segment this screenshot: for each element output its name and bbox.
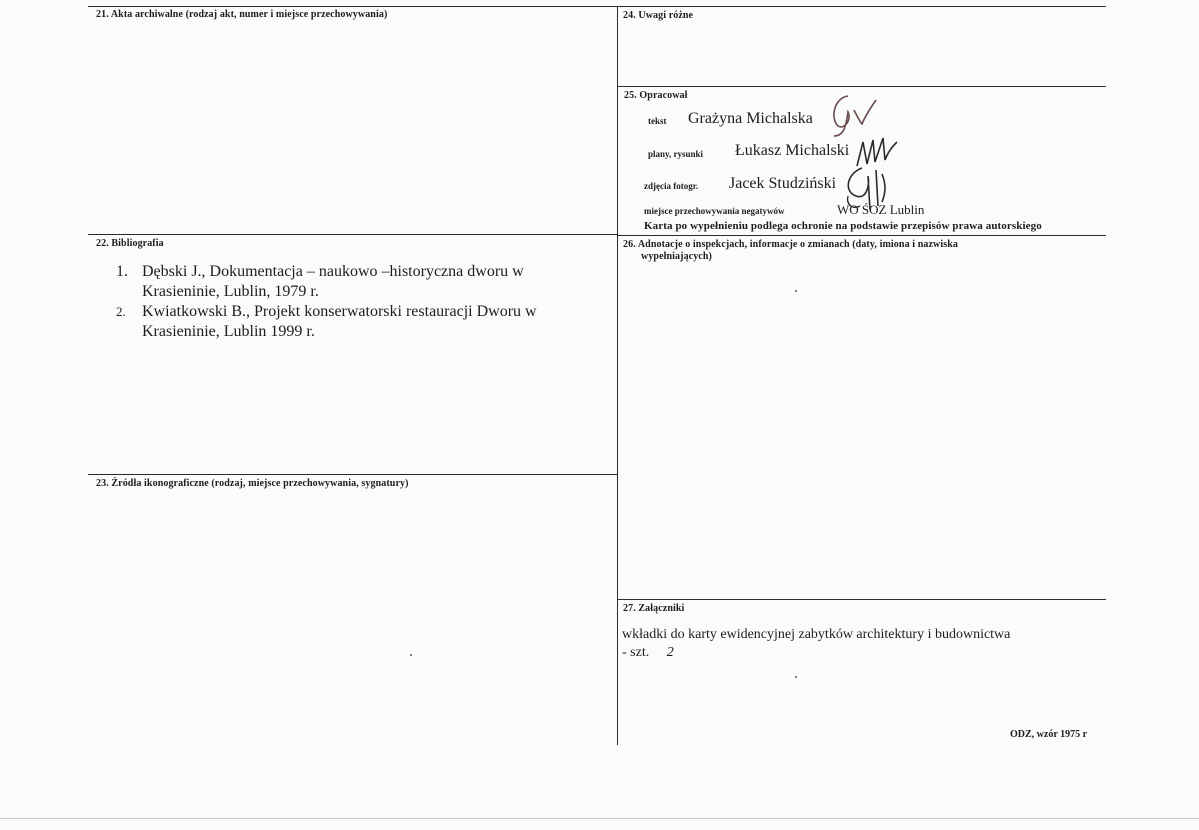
negatives-label: miejsce przechowywania negatywów <box>644 206 785 216</box>
speck <box>410 654 412 656</box>
attachments-text <box>622 626 1010 662</box>
photos-label: zdjęcia fotogr. <box>644 181 699 191</box>
text-label: tekst <box>648 116 667 126</box>
speck <box>795 290 797 292</box>
bibliography-list <box>108 262 578 342</box>
center-divider <box>617 6 618 745</box>
attachments-count-value: 2 <box>666 645 674 660</box>
photos-author: Jacek Studziński <box>729 175 837 192</box>
attachments-count-line <box>622 644 1010 662</box>
attachments-line: wkładki do karty ewidencyjnej zabytków architektury i budownictwa <box>622 627 1011 642</box>
list-item <box>108 262 578 302</box>
section-26-title: 26. Adnotacje o inspekcjach, informacje o zmianach (daty, imiona i nazwiska <box>623 239 958 250</box>
left-divider-23 <box>88 474 617 475</box>
top-border <box>88 6 1106 7</box>
plans-author: Łukasz Michalski <box>735 142 850 159</box>
plans-label: plany, rysunki <box>648 149 704 159</box>
list-item-number: 2. <box>116 304 126 319</box>
section-22-title: 22. Bibliografia <box>96 238 164 249</box>
section-21-title: 21. Akta archiwalne (rodzaj akt, numer i miejsce przechowywania) <box>96 9 388 20</box>
section-26-title-continued: wypełniających) <box>641 251 712 262</box>
negatives-place: WO ŚOZ Lublin <box>837 202 925 217</box>
section-25-title: 25. Opracował <box>624 90 688 101</box>
left-divider-22 <box>88 234 617 235</box>
signature-studzinski-icon <box>842 166 902 216</box>
right-divider-26 <box>618 235 1106 236</box>
section-27-title: 27. Załączniki <box>623 603 685 614</box>
copyright-note: Karta po wypełnieniu podlega ochronie na podstawie przepisów prawa autorskiego <box>644 220 1042 232</box>
right-divider-25 <box>618 86 1106 87</box>
attachments-count-prefix: - szt. <box>622 645 650 660</box>
bottom-edge <box>0 818 1199 819</box>
form-id: ODZ, wzór 1975 r <box>1010 729 1088 740</box>
section-23-title: 23. Źródła ikonograficzne (rodzaj, miejsce przechowywania, sygnatury) <box>96 478 409 489</box>
speck <box>795 676 797 678</box>
list-item-text: Kwiatkowski B., Projekt konserwatorski restauracji Dworu w Krasieninie, Lublin 1999 r. <box>142 303 537 340</box>
section-24-title: 24. Uwagi różne <box>623 10 694 21</box>
list-item-text: Dębski J., Dokumentacja – naukowo –historyczna dworu w Krasieninie, Lublin, 1979 r. <box>142 263 524 300</box>
right-divider-27 <box>618 599 1106 600</box>
list-item-number: 1. <box>116 263 128 280</box>
list-item <box>108 302 578 342</box>
signature-michalska-icon <box>818 90 878 140</box>
text-author: Grażyna Michalska <box>688 110 813 127</box>
